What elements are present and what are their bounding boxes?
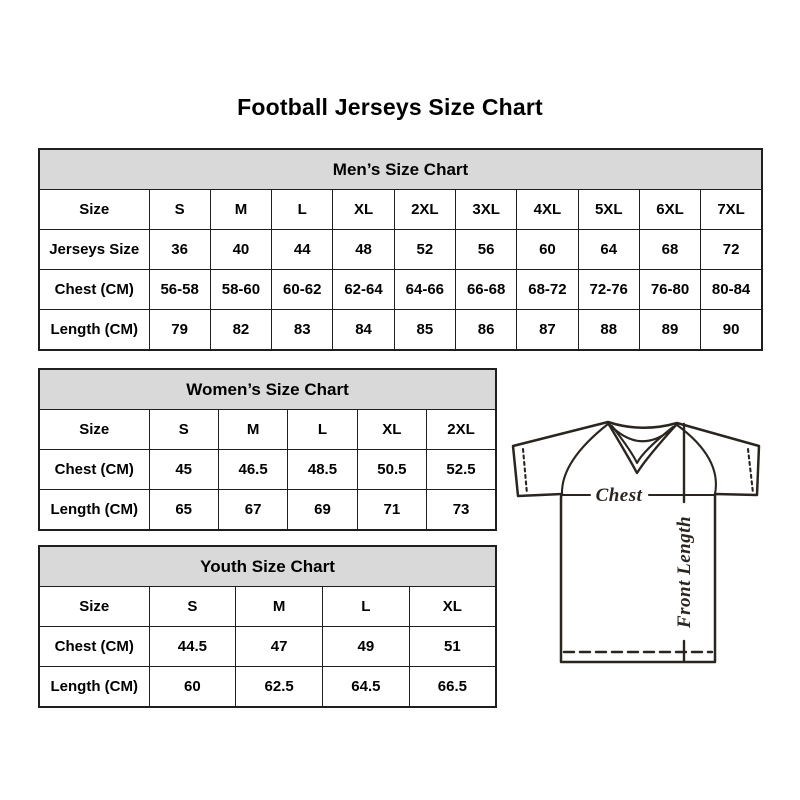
value-cell: 73 [427, 490, 496, 531]
value-cell: 90 [701, 310, 762, 351]
value-cell: 3XL [455, 190, 516, 230]
value-cell: 56 [455, 230, 516, 270]
value-cell: 4XL [517, 190, 578, 230]
value-cell: 6XL [639, 190, 700, 230]
front-length-label: Front Length [674, 515, 695, 629]
value-cell: 56-58 [149, 270, 210, 310]
value-cell: 72-76 [578, 270, 639, 310]
value-cell: 84 [333, 310, 394, 351]
value-cell: 7XL [701, 190, 762, 230]
value-cell: 64 [578, 230, 639, 270]
value-cell: 52 [394, 230, 455, 270]
value-cell: 64-66 [394, 270, 455, 310]
value-cell: M [236, 587, 323, 627]
value-cell: 80-84 [701, 270, 762, 310]
value-cell: 5XL [578, 190, 639, 230]
value-cell: L [323, 587, 410, 627]
row-label: Jerseys Size [39, 230, 149, 270]
collar-v-outer [608, 423, 677, 473]
value-cell: 60 [517, 230, 578, 270]
chest-label: Chest [595, 485, 643, 506]
value-cell: 67 [218, 490, 287, 531]
value-cell: 62-64 [333, 270, 394, 310]
value-cell: 68 [639, 230, 700, 270]
value-cell: S [149, 190, 210, 230]
value-cell: 60 [149, 667, 236, 708]
mens-size-table [38, 148, 763, 351]
table-row [39, 450, 496, 490]
row-label: Size [39, 410, 149, 450]
value-cell: 66-68 [455, 270, 516, 310]
value-cell: 88 [578, 310, 639, 351]
value-cell: 46.5 [218, 450, 287, 490]
table-row [39, 587, 496, 627]
value-cell: 82 [210, 310, 271, 351]
youth-size-table [38, 545, 497, 708]
value-cell: 40 [210, 230, 271, 270]
row-label: Length (CM) [39, 490, 149, 531]
value-cell: S [149, 587, 236, 627]
value-cell: 44.5 [149, 627, 236, 667]
value-cell: 51 [409, 627, 496, 667]
value-cell: 89 [639, 310, 700, 351]
row-label: Size [39, 587, 149, 627]
value-cell: 44 [272, 230, 333, 270]
value-cell: 47 [236, 627, 323, 667]
value-cell: 62.5 [236, 667, 323, 708]
row-label: Length (CM) [39, 310, 149, 351]
left-sleeve-seam [562, 424, 608, 494]
value-cell: 72 [701, 230, 762, 270]
left-cuff-dashed-line [523, 449, 527, 494]
value-cell: 45 [149, 450, 218, 490]
value-cell: 65 [149, 490, 218, 531]
value-cell: 83 [272, 310, 333, 351]
value-cell: S [149, 410, 218, 450]
table-title: Men’s Size Chart [39, 149, 762, 190]
jersey-outline [513, 422, 759, 662]
jersey-measurement-diagram [492, 400, 777, 700]
value-cell: XL [333, 190, 394, 230]
value-cell: XL [409, 587, 496, 627]
value-cell: 48 [333, 230, 394, 270]
value-cell: 60-62 [272, 270, 333, 310]
value-cell: 85 [394, 310, 455, 351]
value-cell: 66.5 [409, 667, 496, 708]
value-cell: 2XL [427, 410, 496, 450]
value-cell: 86 [455, 310, 516, 351]
row-label: Size [39, 190, 149, 230]
table-row [39, 190, 762, 230]
value-cell: 48.5 [288, 450, 357, 490]
value-cell: 58-60 [210, 270, 271, 310]
womens-size-table [38, 368, 497, 531]
page-title: Football Jerseys Size Chart [237, 94, 543, 120]
table-row [39, 270, 762, 310]
table-row [39, 490, 496, 531]
value-cell: 79 [149, 310, 210, 351]
value-cell: 69 [288, 490, 357, 531]
value-cell: 36 [149, 230, 210, 270]
table-row [39, 230, 762, 270]
right-cuff-dashed-line [748, 449, 753, 493]
value-cell: L [272, 190, 333, 230]
value-cell: 71 [357, 490, 426, 531]
table-title: Women’s Size Chart [39, 369, 496, 410]
row-label: Chest (CM) [39, 270, 149, 310]
row-label: Chest (CM) [39, 627, 149, 667]
value-cell: 2XL [394, 190, 455, 230]
value-cell: 68-72 [517, 270, 578, 310]
table-row [39, 627, 496, 667]
table-row [39, 667, 496, 708]
value-cell: 64.5 [323, 667, 410, 708]
value-cell: 50.5 [357, 450, 426, 490]
value-cell: 49 [323, 627, 410, 667]
value-cell: XL [357, 410, 426, 450]
row-label: Length (CM) [39, 667, 149, 708]
value-cell: L [288, 410, 357, 450]
table-row [39, 310, 762, 351]
table-title: Youth Size Chart [39, 546, 496, 587]
table-row [39, 410, 496, 450]
value-cell: M [218, 410, 287, 450]
value-cell: 87 [517, 310, 578, 351]
value-cell: 52.5 [427, 450, 496, 490]
value-cell: 76-80 [639, 270, 700, 310]
value-cell: M [210, 190, 271, 230]
row-label: Chest (CM) [39, 450, 149, 490]
